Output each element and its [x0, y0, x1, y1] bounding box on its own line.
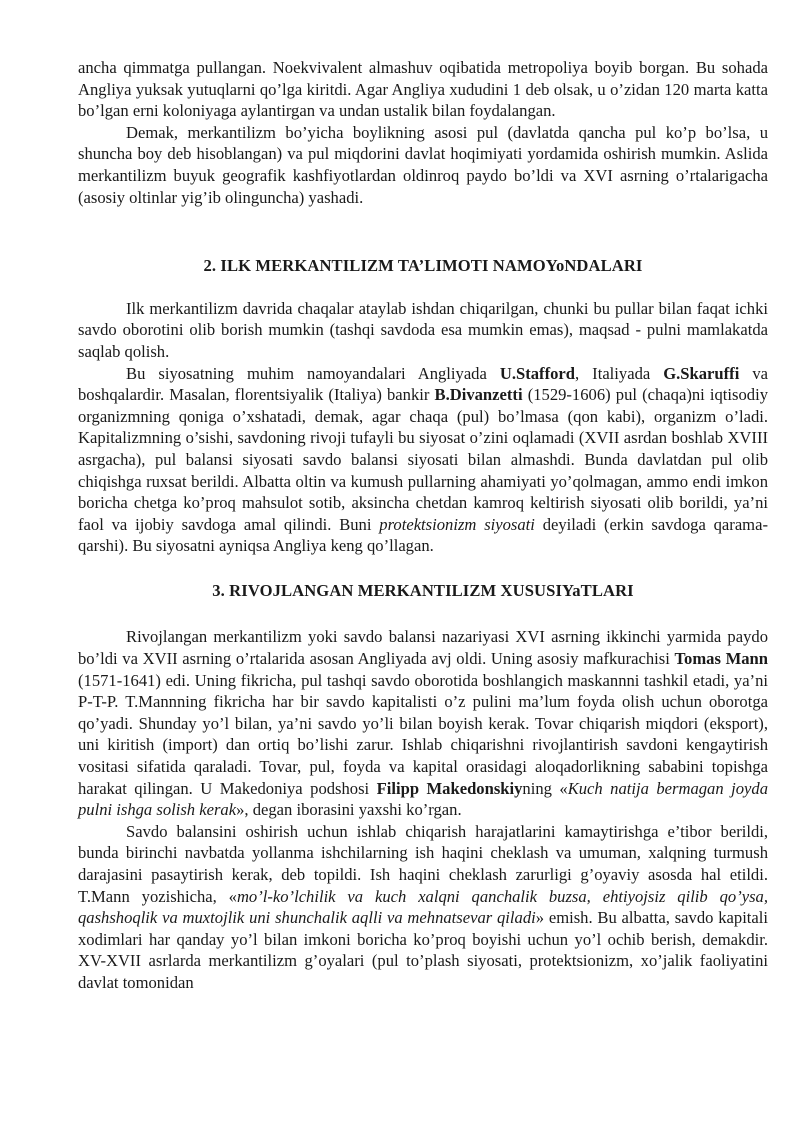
text-run: Rivojlangan merkantilizm yoki savdo balansi nazariyasi XVI asrning ikkinchi yarmida paydo bo’ldi va XVII asrning o’rtalarida asosan Angliyada avj oldi. Uning asosiy mafkurachisi [78, 627, 768, 669]
text-run: », degan iborasini yaxshi ko’rgan. [236, 800, 462, 820]
name-divanzetti: B.Divanzetti [434, 385, 523, 405]
section-2-paragraph-1: Ilk merkantilizm davrida chaqalar ataylab ishdan chiqarilgan, chunki bu pullar bilan faqat ichki savdo oborotini olib borish mumkin (tashqi savdoda esa mumkin emas), maqsad - pulni mamlakatda saqlab qolish. [78, 298, 768, 361]
section-3-paragraph-2 [78, 821, 768, 994]
quote-italic: mo’l-ko’lchilik va kuch xalqni qanchalik buzsa, ehtiyojsiz qilib qo’ysa, qashshoqlik va muxtojlik uni shunchalik aqlli va mehnatsevar qiladi [78, 886, 768, 928]
text-run: , Italiyada [575, 363, 664, 383]
section-2-paragraph-2 [78, 363, 768, 557]
paragraph-intro-1: ancha qimmatga pullangan. Noekvivalent almashuv oqibatida metropoliya boyib borgan. Bu sohada Angliya yuksak yutuqlarni qo’lga kiritdi. Agar Angliya xududini 1 deb olsak, u o’zidan 120 marta katta bo’lgan erni koloniyaga aylantirgan va undan ustalik bilan foydalangan. [78, 58, 768, 121]
section-3-heading: 3. RIVOJLANGAN MERKANTILIZM XUSUSIYaTLARI [212, 580, 634, 600]
term-protectionism: protektsionizm siyosati [379, 514, 535, 534]
text-run: Savdo balansini oshirish uchun ishlab chiqarish harajatlarini kamaytirishga e’tibor berildi, bunda birinchi navbatda yollanma ishchilarning ish haqini cheklash va umuman, xalqning turmush darajasini pasaytirish kerak, deb topildi. Ish haqini cheklash zarurligi g’oyaviy asosda hal etildi. T.Mann yozishicha, « [78, 821, 768, 906]
document-page [78, 57, 768, 994]
text-run: (1529-1606) pul (chaqa)ni iqtisodiy organizmning qoniga o’xshatadi, demak, agar chaqa (pul) bo’lmasa (qon kabi), organizm o’ladi. Kapitalizmning o’sishi, savdoning rivoji tufayli bu siyosat o’zini oqlamadi (XVII asrdan boshlab XVIII asrgacha), pul balansi siyosati savdo balansi siyosati bilan almashdi. Bunda davlatdan pul olib chiqishga ruxsat berildi. Albatta oltin va kumush pullarning ahamiyati yo’qolmagan, ammo endi imkon boricha chetga ko’proq mahsulot sotib, aksincha chetdan kamroq keltirish siyosati olib borildi, ya’ni faol va ijobiy savdoga amal qilindi. Buni [78, 385, 768, 534]
text-run: Bu siyosatning muhim namoyandalari Angliyada [126, 363, 500, 383]
text-run: deyiladi (erkin savdoga qarama-qarshi). Bu siyosatni ayniqsa Angliya keng qo’llagan. [78, 514, 768, 556]
text-run: va boshqalardir. Masalan, florentsiyalik (Italiya) bankir [78, 363, 769, 405]
text-run: (1571-1641) edi. Uning fikricha, pul tashqi savdo oborotida boshlangich maskannni tashkil etadi, ya’ni P-T-P. T.Mannning fikricha har bir savdo kapitalisti o’z pulini ma’lum foyda olish uchun oborotga qo’yadi. Shunday yo’l bilan, ya’ni savdo yo’li bilan boyish kerak. Tovar chiqarish miqdori (eksport), uni kiritish (import) dan ortiq bo’lishi zarur. Ishlab chiqarishni rivojlantirish savdoni kengaytirish vositasi sifatida qaraladi. Tovar, pul, foyda va kapital orasidagi aloqadorlikning sababini topishga harakat qilingan. U Makedoniya podshosi [78, 670, 768, 798]
section-2-heading: 2. ILK MERKANTILIZM TA’LIMOTI NAMOYoNDALARI [203, 256, 643, 276]
section-3-paragraph-1 [78, 626, 768, 820]
text-run: » emish. Bu albatta, savdo kapitali xodimlari har qanday yo’l bilan imkoni boricha ko’proq boyishi uchun yo’l ochib berish, demakdir. XV-XVII asrlarda merkantilizm g’oyalari (pul to’plash siyosati, protektsionizm, xo’jalik faoliyatini davlat tomonidan [78, 908, 768, 992]
name-filipp-makedonskiy: Filipp Makedonskiy [376, 778, 523, 798]
quote-italic: Kuch natija bermagan joyda pulni ishga solish kerak [78, 778, 768, 820]
name-tomas-mann: Tomas Mann [674, 649, 768, 669]
text-run: ning « [522, 778, 568, 798]
name-skaruffi: G.Skaruffi [663, 363, 740, 383]
paragraph-intro-2: Demak, merkantilizm bo’yicha boylikning asosi pul (davlatda qancha pul ko’p bo’lsa, u shuncha boy deb hisoblangan) va pul miqdorini davlat hoqimiyati yordamida oshirish mumkin. Aslida merkantilizm buyuk geografik kashfiyotlardan oldinroq paydo bo’ldi va XVI asrning o’rtalarigacha (asosiy oltinlar yig’ib olinguncha) yashadi. [78, 122, 768, 207]
name-stafford: U.Stafford [499, 363, 576, 383]
